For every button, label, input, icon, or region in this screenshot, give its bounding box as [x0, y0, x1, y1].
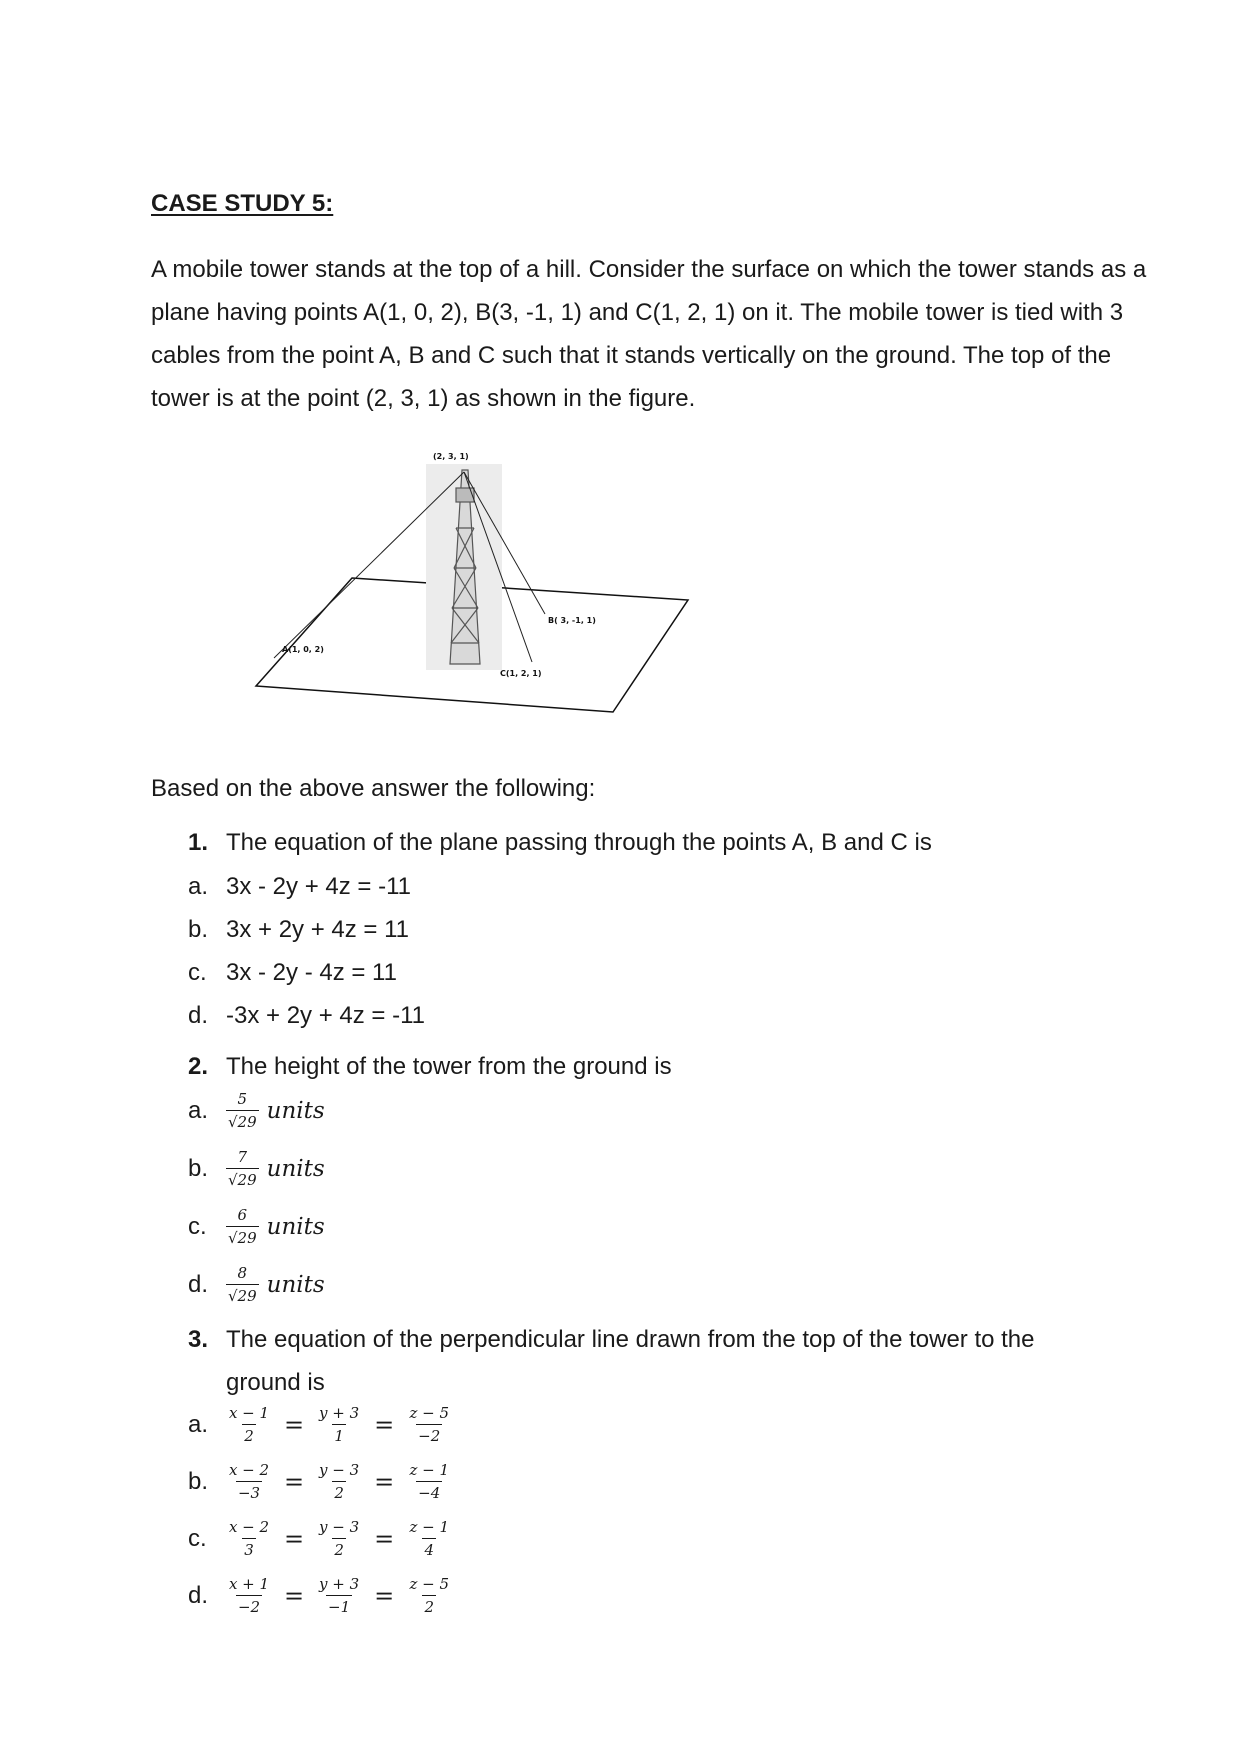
numerator: z − 1 — [409, 1518, 449, 1536]
equals-sign: = — [374, 1410, 395, 1439]
option-label: a. — [188, 873, 209, 900]
unit-text: units — [266, 1155, 325, 1182]
question-text: The height of the tower from the ground is — [226, 1053, 672, 1080]
option-text: 3x - 2y - 4z = 11 — [226, 959, 397, 986]
option-label: b. — [188, 1154, 209, 1182]
option-label: c. — [188, 1212, 207, 1240]
fraction — [226, 1148, 259, 1189]
denominator: 4 — [422, 1538, 436, 1559]
option-text: 3x - 2y + 4z = -11 — [226, 873, 411, 900]
fraction-x — [226, 1518, 272, 1559]
numerator: 6 — [237, 1206, 248, 1224]
q3-option-d — [188, 1575, 452, 1616]
question-number: 2. — [188, 1052, 209, 1080]
equals-sign: = — [284, 1581, 305, 1610]
q2-option-a — [188, 1090, 325, 1131]
numerator: x − 2 — [228, 1461, 270, 1479]
tower-diagram — [240, 448, 700, 728]
equals-sign: = — [284, 1467, 305, 1496]
q2-option-d — [188, 1264, 325, 1305]
option-label: b. — [188, 916, 209, 943]
denominator: −1 — [326, 1595, 352, 1616]
equals-sign: = — [374, 1467, 395, 1496]
q1-option-c — [188, 959, 397, 987]
denominator: 1 — [332, 1424, 346, 1445]
q3-option-a — [188, 1404, 452, 1445]
case-study-heading: CASE STUDY 5: — [151, 190, 334, 217]
q1-option-b — [188, 916, 409, 944]
fraction — [226, 1206, 259, 1247]
numerator: y − 3 — [319, 1518, 360, 1536]
q1-option-a — [188, 873, 411, 901]
fraction-x — [226, 1575, 272, 1616]
tower-figure — [240, 448, 700, 728]
option-label: d. — [188, 1270, 209, 1298]
numerator: z − 1 — [409, 1461, 449, 1479]
question-number: 3. — [188, 1326, 209, 1353]
option-text: 3x + 2y + 4z = 11 — [226, 916, 410, 943]
point-a-label: A(1, 0, 2) — [282, 645, 324, 654]
equals-sign: = — [284, 1524, 305, 1553]
numerator: 5 — [237, 1090, 248, 1108]
unit-text: units — [266, 1271, 325, 1298]
denominator: √29 — [226, 1110, 259, 1131]
fraction-z — [406, 1575, 452, 1616]
numerator: z − 5 — [409, 1575, 449, 1593]
q3-option-c — [188, 1518, 452, 1559]
option-label: c. — [188, 959, 207, 986]
question-text: The equation of the plane passing through the points A, B and C is — [226, 829, 932, 856]
option-label: b. — [188, 1467, 209, 1495]
equals-sign: = — [374, 1581, 395, 1610]
fraction-y — [316, 1404, 362, 1445]
denominator: 3 — [242, 1538, 256, 1559]
equals-sign: = — [374, 1524, 395, 1553]
fraction-y — [316, 1461, 362, 1502]
question-1 — [188, 821, 1106, 864]
option-label: c. — [188, 1524, 207, 1552]
q1-option-d — [188, 1002, 425, 1030]
intro-paragraph: A mobile tower stands at the top of a hill. Consider the surface on which the tower stands as a plane having points A(1, 0, 2), B(3, -1, 1) and C(1, 2, 1) on it. The mobile tower is tied with 3 cables from the point A, B and C such that it stands vertically on the ground. The top of the tower is at the point (2, 3, 1) as shown in the figure. — [151, 256, 1147, 412]
fraction-z — [406, 1461, 452, 1502]
q3-option-b — [188, 1461, 452, 1502]
fraction-x — [226, 1461, 272, 1502]
fraction-y — [316, 1518, 362, 1559]
denominator: −2 — [416, 1424, 442, 1445]
fraction — [226, 1264, 259, 1305]
unit-text: units — [266, 1097, 325, 1124]
option-label: a. — [188, 1096, 209, 1124]
numerator: y + 3 — [319, 1404, 360, 1422]
option-label: d. — [188, 1581, 209, 1609]
denominator: −2 — [236, 1595, 262, 1616]
denominator: √29 — [226, 1168, 259, 1189]
option-text: -3x + 2y + 4z = -11 — [226, 1002, 425, 1029]
point-b-label: B( 3, -1, 1) — [548, 616, 596, 625]
denominator: √29 — [226, 1284, 259, 1305]
numerator: x − 1 — [228, 1404, 270, 1422]
fraction-y — [316, 1575, 362, 1616]
fraction — [226, 1090, 259, 1131]
question-text: The equation of the perpendicular line drawn from the top of the tower to the ground is — [226, 1326, 1035, 1396]
numerator: x − 2 — [228, 1518, 270, 1536]
denominator: √29 — [226, 1226, 259, 1247]
numerator: 8 — [237, 1264, 248, 1282]
denominator: −3 — [236, 1481, 262, 1502]
numerator: 7 — [237, 1148, 248, 1166]
unit-text: units — [266, 1213, 325, 1240]
option-label: d. — [188, 1002, 209, 1029]
option-label: a. — [188, 1410, 209, 1438]
fraction-z — [406, 1404, 452, 1445]
denominator: 2 — [422, 1595, 436, 1616]
point-c-label: C(1, 2, 1) — [500, 669, 542, 678]
equals-sign: = — [284, 1410, 305, 1439]
denominator: 2 — [332, 1481, 346, 1502]
question-2 — [188, 1045, 1106, 1088]
denominator: −4 — [416, 1481, 442, 1502]
q2-option-c — [188, 1206, 325, 1247]
numerator: x + 1 — [228, 1575, 270, 1593]
q2-option-b — [188, 1148, 325, 1189]
numerator: z − 5 — [409, 1404, 449, 1422]
denominator: 2 — [242, 1424, 256, 1445]
question-3 — [188, 1318, 1106, 1404]
cables — [274, 472, 545, 662]
denominator: 2 — [332, 1538, 346, 1559]
tower-top-label: (2, 3, 1) — [433, 452, 469, 461]
numerator: y − 3 — [319, 1461, 360, 1479]
question-number: 1. — [188, 828, 209, 856]
instructions-text: Based on the above answer the following: — [151, 775, 596, 802]
fraction-x — [226, 1404, 272, 1445]
fraction-z — [406, 1518, 452, 1559]
numerator: y + 3 — [319, 1575, 360, 1593]
